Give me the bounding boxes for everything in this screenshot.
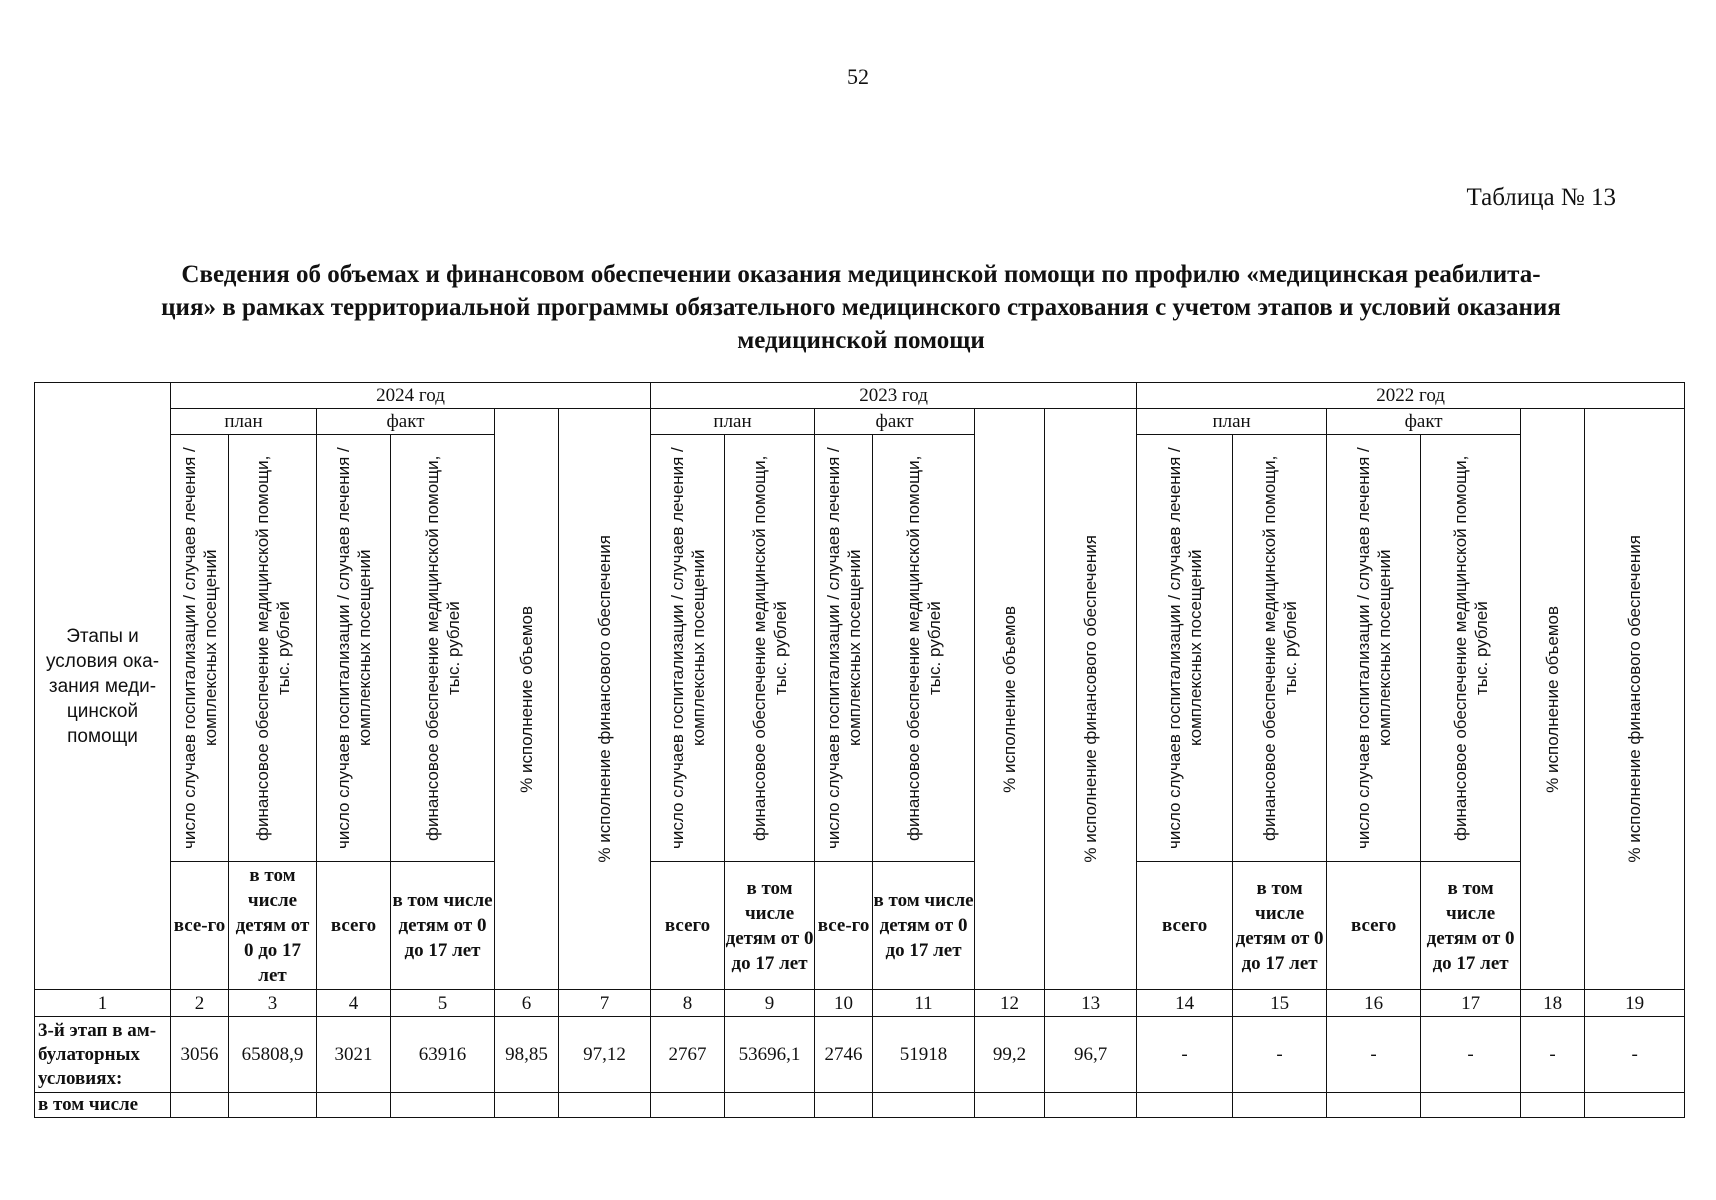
header-children-fact-2024: в том числе детям от 0 до 17 лет <box>391 862 495 990</box>
header-pct-finance-2023: % исполнение финансового обеспечения <box>1045 409 1137 990</box>
column-number: 7 <box>559 990 651 1017</box>
header-pct-finance-2022: % исполнение финансового обеспечения <box>1585 409 1685 990</box>
header-year-2024: 2024 год <box>171 383 651 409</box>
column-number: 15 <box>1233 990 1327 1017</box>
column-number: 2 <box>171 990 229 1017</box>
table-label: Таблица № 13 <box>1466 184 1616 211</box>
header-pct-volume-2022: % исполнение объемов <box>1521 409 1585 990</box>
table-row <box>35 1017 1685 1093</box>
row-label: 3-й этап в ам-булаторных условиях: <box>35 1017 171 1093</box>
table-cell <box>975 1093 1045 1118</box>
table-cell <box>873 1093 975 1118</box>
column-number: 6 <box>495 990 559 1017</box>
table-cell: 99,2 <box>975 1017 1045 1093</box>
title-line-3: медицинской помощи <box>737 327 985 354</box>
header-children-plan-2024: в том числе детям от 0 до 17 лет <box>229 862 317 990</box>
column-number: 5 <box>391 990 495 1017</box>
data-table <box>34 382 1685 1118</box>
table-cell: - <box>1585 1017 1685 1093</box>
table-cell: 96,7 <box>1045 1017 1137 1093</box>
title-line-2: ция» в рамках территориальной программы обязательного медицинского страхования с учетом этапов и условий оказания <box>161 294 1561 321</box>
header-pct-finance-2024: % исполнение финансового обеспечения <box>559 409 651 990</box>
header-finance-plan-2023: финансовое обеспечение медицинской помощи, тыс. рублей <box>725 435 815 862</box>
table-cell: 2746 <box>815 1017 873 1093</box>
table-cell <box>1137 1093 1233 1118</box>
header-total-fact-2022: всего <box>1327 862 1421 990</box>
row-label: в том числе <box>35 1093 171 1118</box>
table-cell: - <box>1421 1017 1521 1093</box>
column-number: 1 <box>35 990 171 1017</box>
table-cell <box>1585 1093 1685 1118</box>
table-cell <box>1421 1093 1521 1118</box>
table-cell: - <box>1327 1017 1421 1093</box>
header-finance-fact-2022: финансовое обеспечение медицинской помощи, тыс. рублей <box>1421 435 1521 862</box>
header-plan-2023: план <box>651 409 815 435</box>
column-number: 19 <box>1585 990 1685 1017</box>
table-cell: 63916 <box>391 1017 495 1093</box>
header-total-plan-2022: всего <box>1137 862 1233 990</box>
column-number: 16 <box>1327 990 1421 1017</box>
header-fact-2024: факт <box>317 409 495 435</box>
header-finance-plan-2022: финансовое обеспечение медицинской помощи, тыс. рублей <box>1233 435 1327 862</box>
table-cell <box>559 1093 651 1118</box>
header-year-2023: 2023 год <box>651 383 1137 409</box>
header-pct-volume-2023: % исполнение объемов <box>975 409 1045 990</box>
table-cell <box>725 1093 815 1118</box>
table-row <box>35 1093 1685 1118</box>
column-number: 8 <box>651 990 725 1017</box>
table-cell: 3056 <box>171 1017 229 1093</box>
header-children-plan-2023: в том числе детям от 0 до 17 лет <box>725 862 815 990</box>
column-number: 11 <box>873 990 975 1017</box>
header-cases-fact-2024: число случаев госпитализации / случаев лечения / комплексных посещений <box>317 435 391 862</box>
table-cell: 53696,1 <box>725 1017 815 1093</box>
header-cases-plan-2024: число случаев госпитализации / случаев лечения / комплексных посещений <box>171 435 229 862</box>
header-stage: Этапы и условия ока-зания меди-цинской помощи <box>35 383 171 990</box>
table-cell: 98,85 <box>495 1017 559 1093</box>
title-line-1: Сведения об объемах и финансовом обеспечении оказания медицинской помощи по профилю «медицинская реабилита- <box>181 261 1541 288</box>
header-plan-2022: план <box>1137 409 1327 435</box>
table-cell <box>1233 1093 1327 1118</box>
table-cell: - <box>1521 1017 1585 1093</box>
table-cell: 3021 <box>317 1017 391 1093</box>
header-cases-fact-2023: число случаев госпитализации / случаев лечения / комплексных посещений <box>815 435 873 862</box>
header-children-fact-2022: в том числе детям от 0 до 17 лет <box>1421 862 1521 990</box>
column-number: 10 <box>815 990 873 1017</box>
header-cases-plan-2023: число случаев госпитализации / случаев лечения / комплексных посещений <box>651 435 725 862</box>
table-cell <box>391 1093 495 1118</box>
table-cell <box>317 1093 391 1118</box>
header-total-plan-2023: всего <box>651 862 725 990</box>
column-number: 18 <box>1521 990 1585 1017</box>
header-total-fact-2023: все-го <box>815 862 873 990</box>
header-children-plan-2022: в том числе детям от 0 до 17 лет <box>1233 862 1327 990</box>
column-number: 17 <box>1421 990 1521 1017</box>
table-cell: 97,12 <box>559 1017 651 1093</box>
table-cell: 2767 <box>651 1017 725 1093</box>
table-cell <box>495 1093 559 1118</box>
table-cell: - <box>1137 1017 1233 1093</box>
header-cases-plan-2022: число случаев госпитализации / случаев лечения / комплексных посещений <box>1137 435 1233 862</box>
header-pct-volume-2024: % исполнение объемов <box>495 409 559 990</box>
column-number: 3 <box>229 990 317 1017</box>
column-number: 9 <box>725 990 815 1017</box>
page-number: 52 <box>847 64 869 89</box>
table-cell <box>1327 1093 1421 1118</box>
header-fact-2022: факт <box>1327 409 1521 435</box>
header-total-plan-2024: все-го <box>171 862 229 990</box>
table-cell: 51918 <box>873 1017 975 1093</box>
column-number: 12 <box>975 990 1045 1017</box>
header-finance-plan-2024: финансовое обеспечение медицинской помощи, тыс. рублей <box>229 435 317 862</box>
column-number: 14 <box>1137 990 1233 1017</box>
column-number-row <box>35 990 1685 1017</box>
table-cell <box>171 1093 229 1118</box>
table-cell: 65808,9 <box>229 1017 317 1093</box>
column-number: 13 <box>1045 990 1137 1017</box>
header-total-fact-2024: всего <box>317 862 391 990</box>
table-cell: - <box>1233 1017 1327 1093</box>
table-cell <box>229 1093 317 1118</box>
header-cases-fact-2022: число случаев госпитализации / случаев лечения / комплексных посещений <box>1327 435 1421 862</box>
header-finance-fact-2023: финансовое обеспечение медицинской помощи, тыс. рублей <box>873 435 975 862</box>
table-cell <box>1045 1093 1137 1118</box>
column-number: 4 <box>317 990 391 1017</box>
header-children-fact-2023: в том числе детям от 0 до 17 лет <box>873 862 975 990</box>
table-cell <box>815 1093 873 1118</box>
document-title <box>96 258 1626 357</box>
header-year-2022: 2022 год <box>1137 383 1685 409</box>
table-cell <box>1521 1093 1585 1118</box>
header-fact-2023: факт <box>815 409 975 435</box>
header-finance-fact-2024: финансовое обеспечение медицинской помощи, тыс. рублей <box>391 435 495 862</box>
header-plan-2024: план <box>171 409 317 435</box>
table-cell <box>651 1093 725 1118</box>
